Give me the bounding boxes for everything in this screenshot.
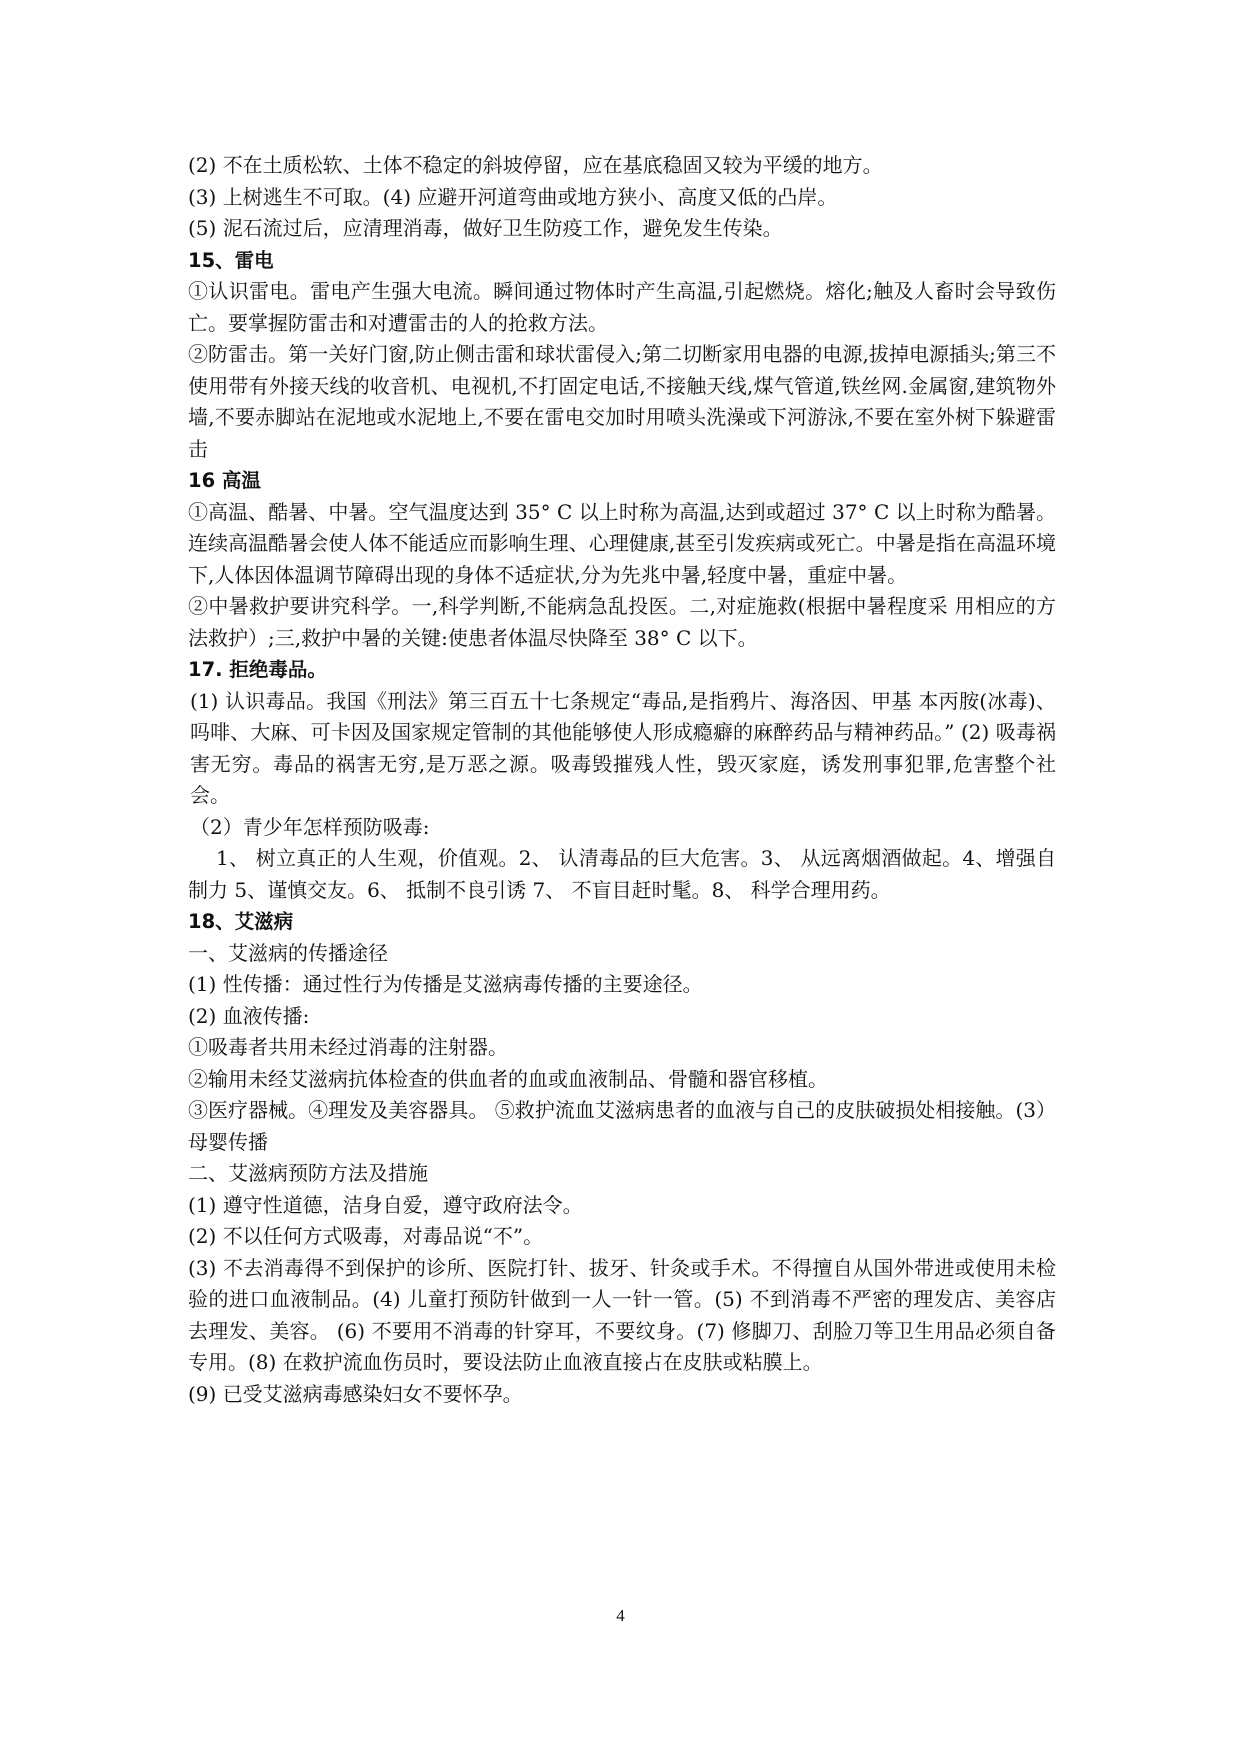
aids-subheading-prevention: 二、艾滋病预防方法及措施 bbox=[188, 1161, 428, 1185]
heat-paragraph-2: ②中暑救护要讲究科学。一,科学判断,不能病急乱投医。二,对症施救(根据中暑程度采 用相应的方法救护）;三,救护中暑的关键:使患者体温尽快降至 38° C 以下。 bbox=[188, 594, 1056, 650]
aids-transmission-1: (1) 性传播：通过性行为传播是艾滋病毒传播的主要途径。 bbox=[188, 972, 703, 996]
page-number: 4 bbox=[616, 1606, 625, 1625]
thunder-paragraph-2: ②防雷击。第一关好门窗,防止侧击雷和球状雷侵入;第二切断家用电器的电源,拔掉电源插头;第三不使用带有外接天线的收音机、电视机,不打固定电话,不接触天线,煤气管道,铁丝网.金属窗,建筑物外墙,不要赤脚站在泥地或水泥地上,不要在雷电交加时用喷头洗澡或下河游泳,不要在室外树下躲避雷击 bbox=[188, 342, 1056, 461]
aids-prevention-3-8: (3) 不去消毒得不到保护的诊所、医院打针、拔牙、针灸或手术。不得擅自从国外带进或使用未检验的进口血液制品。(4) 儿童打预防针做到一人一针一管。(5) 不到消毒不严密的理发店、美容店去理发、美容。 (6) 不要用不消毒的针穿耳，不要纹身。(7) 修脚刀、刮脸刀等卫生用品必须自备专用。(8) 在救护流血伤员时，要设法防止血液直接占在皮肤或粘膜上。 bbox=[188, 1255, 1056, 1374]
aids-prevention-2: (2) 不以任何方式吸毒，对毒品说“不”。 bbox=[188, 1224, 544, 1248]
aids-transmission-2c: ③医疗器械。④理发及美容器具。 ⑤救护流血艾滋病患者的血液与自己的皮肤破损处相接触。(3）母婴传播 bbox=[188, 1098, 1056, 1154]
section-heading-drugs: 17. 拒绝毒品。 bbox=[188, 658, 327, 681]
thunder-paragraph-1: ①认识雷电。雷电产生强大电流。瞬间通过物体时产生高温,引起燃烧。熔化;触及人畜时会导致伤亡。要掌握防雷击和对遭雷击的人的抢救方法。 bbox=[188, 279, 1056, 335]
section-heading-thunder: 15、雷电 bbox=[188, 248, 274, 272]
section-heading-heat: 16 高温 bbox=[188, 469, 261, 492]
aids-subheading-transmission: 一、艾滋病的传播途径 bbox=[188, 940, 388, 965]
document-body bbox=[188, 150, 1056, 1410]
heat-paragraph-1: ①高温、酷暑、中暑。空气温度达到 35° C 以上时称为高温,达到或超过 37° C 以上时称为酷暑。连续高温酷暑会使人体不能适应而影响生理、心理健康,甚至引发疾病或死亡。中暑是指在高温环境下,人体因体温调节障碍出现的身体不适症状,分为先兆中暑,轻度中暑，重症中暑。 bbox=[188, 499, 1056, 587]
aids-transmission-2: (2) 血液传播: bbox=[188, 1003, 310, 1028]
landslide-tip-2: (2) 不在土质松软、土体不稳定的斜坡停留，应在基底稳固又较为平缓的地方。 bbox=[188, 153, 883, 177]
aids-prevention-9: (9) 已受艾滋病毒感染妇女不要怀孕。 bbox=[188, 1381, 523, 1406]
aids-prevention-1: (1) 遵守性道德，洁身自爱，遵守政府法令。 bbox=[188, 1192, 583, 1217]
landslide-tip-3-4: (3) 上树逃生不可取。(4) 应避开河道弯曲或地方狭小、高度又低的凸岸。 bbox=[188, 184, 838, 209]
landslide-tip-5: (5) 泥石流过后，应清理消毒，做好卫生防疫工作，避免发生传染。 bbox=[188, 216, 783, 240]
drugs-paragraph-1: (1) 认识毒品。我国《刑法》第三百五十七条规定“毒品,是指鸦片、海洛因、甲基 本丙胺(冰毒)、吗啡、大麻、可卡因及国家规定管制的其他能够使人形成瘾癖的麻醉药品与精神药品。” (2) 吸毒祸害无穷。毒品的祸害无穷,是万恶之源。吸毒毁摧残人性，毁灭家庭，诱发刑事犯罪,危害整个社会。 bbox=[190, 688, 1056, 807]
aids-transmission-2b: ②输用未经艾滋病抗体检查的供血者的血或血液制品、骨髓和器官移植。 bbox=[188, 1066, 828, 1091]
section-heading-aids: 18、艾滋病 bbox=[188, 910, 294, 933]
drugs-prevention-list: 1、 树立真正的人生观，价值观。2、 认清毒品的巨大危害。3、 从远离烟酒做起。4、增强自制力 5、谨慎交友。6、 抵制不良引诱 7、 不盲目赶时髦。8、 科学合理用药。 bbox=[188, 846, 1056, 902]
drugs-paragraph-2: （2）青少年怎样预防吸毒: bbox=[190, 814, 430, 839]
aids-transmission-2a: ①吸毒者共用未经过消毒的注射器。 bbox=[188, 1035, 508, 1059]
